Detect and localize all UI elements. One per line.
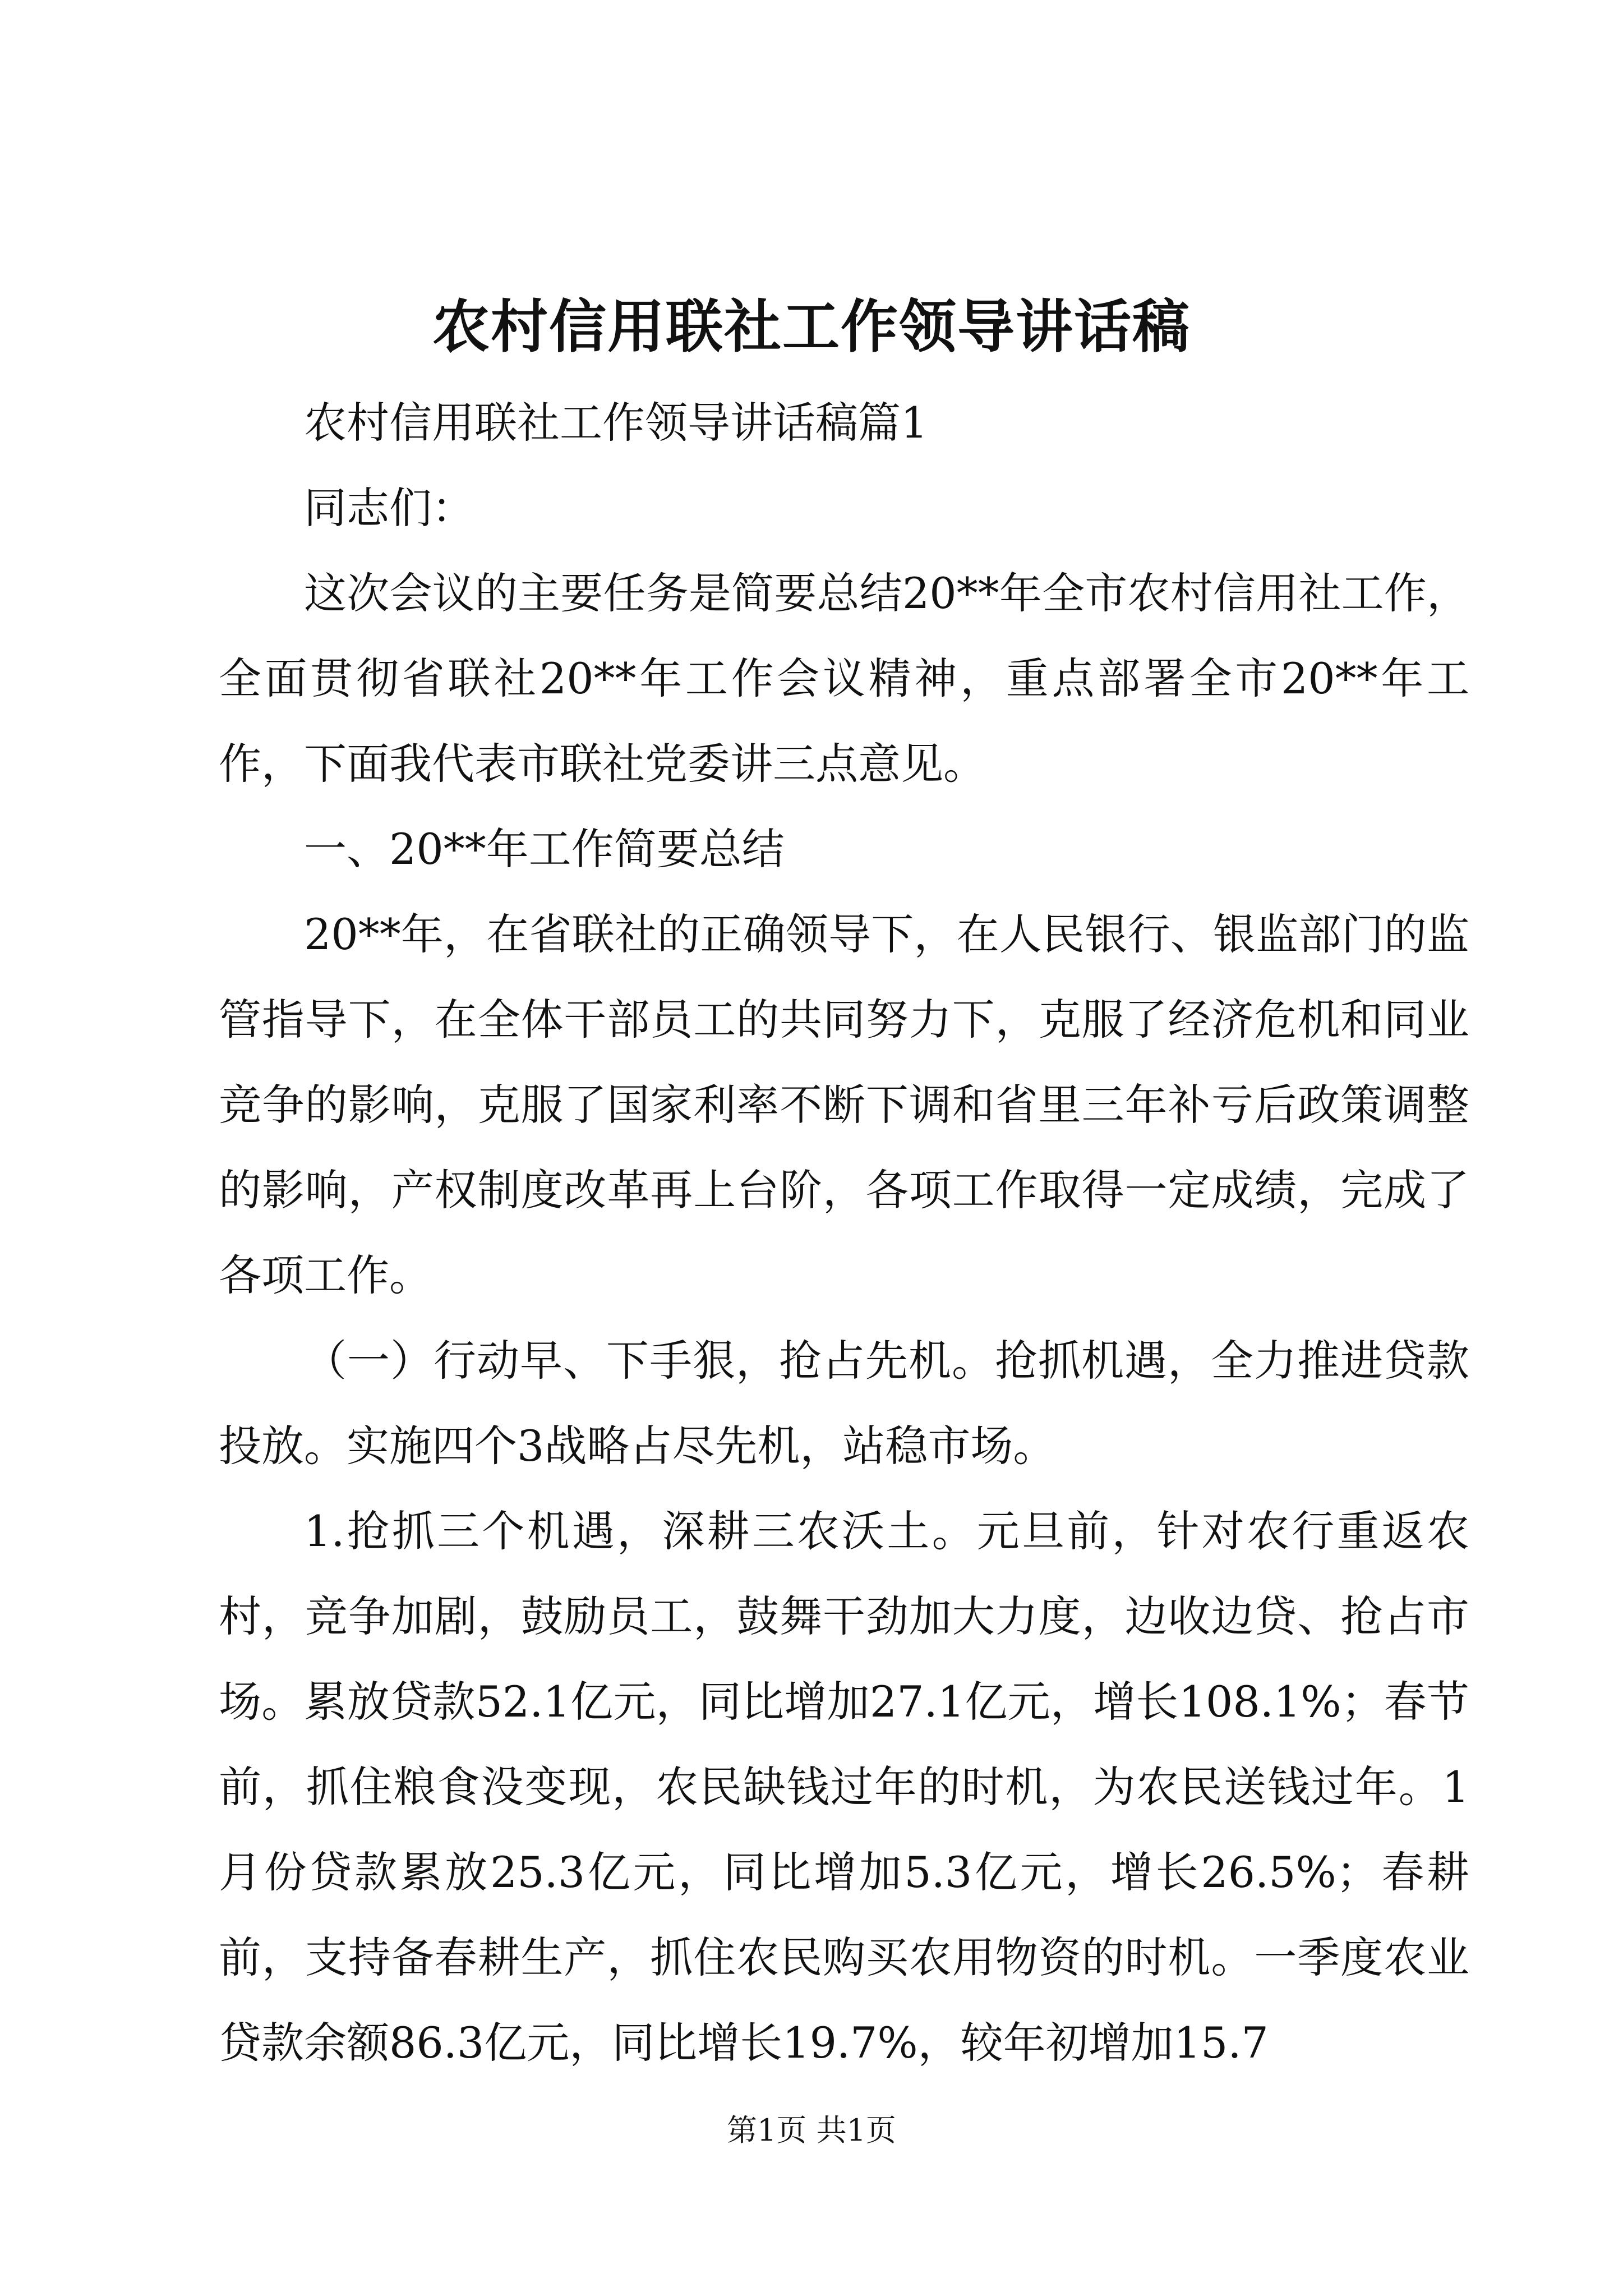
summary-paragraph: 20**年，在省联社的正确领导下，在人民银行、银监部门的监管指导下，在全体干部员工的共同努力下，克服了经济危机和同业竞争的影响，克服了国家利率不断下调和省里三年补亏后政策调整的影响，产权制度改革再上台阶，各项工作取得一定成绩，完成了各项工作。	[219, 909, 1469, 1300]
document-title: 农村信用联社工作领导讲话稿	[432, 293, 1191, 361]
numbered-paragraph-1: 1.抢抓三个机遇，深耕三农沃土。元旦前，针对农行重返农村，竞争加剧，鼓励员工，鼓舞干劲加大力度，边收边贷、抢占市场。累放贷款52.1亿元，同比增加27.1亿元，增长108.1%；春节前，抓住粮食没变现，农民缺钱过年的时机，为农民送钱过年。1月份贷款累放25.3亿元，同比增加5.3亿元，增长26.5%；春耕前，支持备春耕生产，抓住农民购买农用物资的时机。一季度农业贷款余额86.3亿元，同比增长19.7%，较年初增加15.7	[219, 1506, 1469, 2068]
page-footer: 第1页 共1页	[727, 2113, 896, 2148]
subsection-paragraph-1: （一）行动早、下手狠，抢占先机。抢抓机遇，全力推进贷款投放。实施四个3战略占尽先机，站稳市场。	[219, 1336, 1469, 1471]
document-body	[219, 380, 1469, 2086]
section-heading-1: 一、20**年工作简要总结	[304, 824, 785, 874]
speech-heading: 农村信用联社工作领导讲话稿篇1	[304, 398, 928, 448]
intro-paragraph: 这次会议的主要任务是简要总结20**年全市农村信用社工作，全面贯彻省联社20**年工作会议精神，重点部署全市20**年工作，下面我代表市联社党委讲三点意见。	[219, 568, 1469, 789]
salutation: 同志们：	[304, 483, 474, 533]
